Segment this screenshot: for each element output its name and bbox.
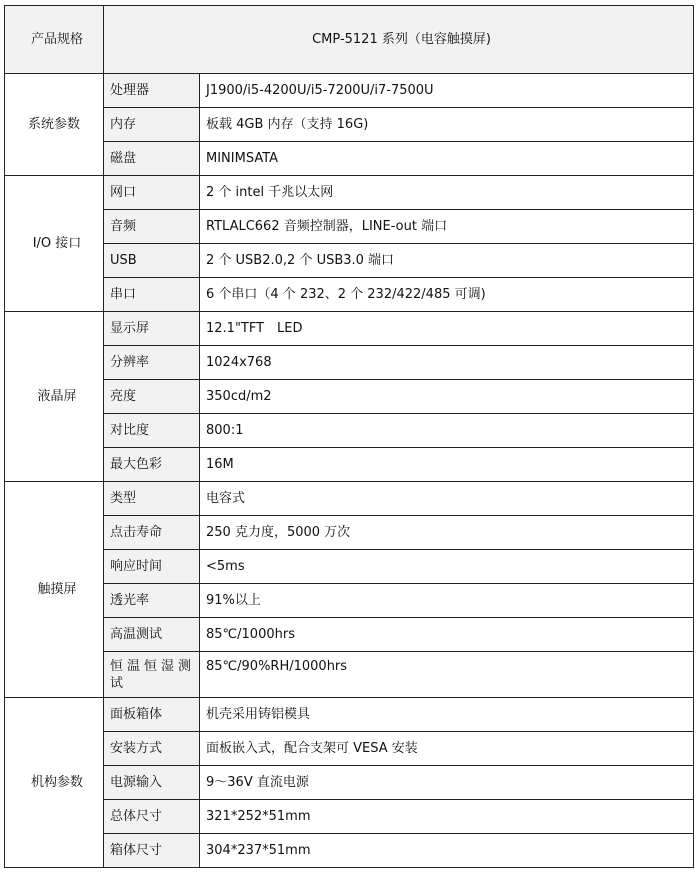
row-value-cell: 电容式 bbox=[200, 482, 694, 516]
row-label-cell: 恒温恒湿测试 bbox=[104, 652, 200, 698]
row-label-cell: 点击寿命 bbox=[104, 516, 200, 550]
row-value-cell: 6 个串口（4 个 232、2 个 232/422/485 可调) bbox=[200, 278, 694, 312]
table-row bbox=[5, 380, 694, 414]
table-row bbox=[5, 516, 694, 550]
row-value-cell: 16M bbox=[200, 448, 694, 482]
row-value-cell: RTLALC662 音频控制器，LINE-out 端口 bbox=[200, 210, 694, 244]
row-value-cell: J1900/i5-4200U/i5-7200U/i7-7500U bbox=[200, 74, 694, 108]
header-row bbox=[5, 6, 694, 74]
row-label-cell: 总体尺寸 bbox=[104, 800, 200, 834]
group-name-cell: 触摸屏 bbox=[5, 482, 104, 698]
group-name-cell: 系统参数 bbox=[5, 74, 104, 176]
group-name-cell: I/O 接口 bbox=[5, 176, 104, 312]
row-label-cell: 内存 bbox=[104, 108, 200, 142]
row-label-cell: 串口 bbox=[104, 278, 200, 312]
header-category-cell: 产品规格 bbox=[5, 6, 104, 74]
table-row bbox=[5, 414, 694, 448]
row-value-cell: 板载 4GB 内存（支持 16G) bbox=[200, 108, 694, 142]
row-label-cell: 分辨率 bbox=[104, 346, 200, 380]
table-row bbox=[5, 312, 694, 346]
row-value-cell: 91%以上 bbox=[200, 584, 694, 618]
table-row bbox=[5, 584, 694, 618]
row-label-cell: 透光率 bbox=[104, 584, 200, 618]
table-row bbox=[5, 74, 694, 108]
row-value-cell: MINIMSATA bbox=[200, 142, 694, 176]
spec-table-body bbox=[5, 6, 694, 868]
table-row bbox=[5, 652, 694, 698]
row-value-cell: 250 克力度，5000 万次 bbox=[200, 516, 694, 550]
row-label-cell: 亮度 bbox=[104, 380, 200, 414]
row-label-cell: 对比度 bbox=[104, 414, 200, 448]
row-value-cell: 85℃/90%RH/1000hrs bbox=[200, 652, 694, 698]
row-label-cell: 处理器 bbox=[104, 74, 200, 108]
row-value-cell: 面板嵌入式，配合支架可 VESA 安装 bbox=[200, 732, 694, 766]
row-value-cell: 800:1 bbox=[200, 414, 694, 448]
row-label-cell: 响应时间 bbox=[104, 550, 200, 584]
table-row bbox=[5, 482, 694, 516]
row-label-cell: 面板箱体 bbox=[104, 698, 200, 732]
table-row bbox=[5, 766, 694, 800]
row-value-cell: 350cd/m2 bbox=[200, 380, 694, 414]
table-row bbox=[5, 278, 694, 312]
table-row bbox=[5, 618, 694, 652]
table-row bbox=[5, 176, 694, 210]
group-name-cell: 机构参数 bbox=[5, 698, 104, 868]
row-value-cell: 1024x768 bbox=[200, 346, 694, 380]
row-label-cell: 箱体尺寸 bbox=[104, 834, 200, 868]
table-row bbox=[5, 732, 694, 766]
table-row bbox=[5, 550, 694, 584]
row-label-cell: 磁盘 bbox=[104, 142, 200, 176]
spec-table bbox=[4, 5, 694, 868]
row-value-cell: 9～36V 直流电源 bbox=[200, 766, 694, 800]
table-row bbox=[5, 210, 694, 244]
row-value-cell: 2 个 intel 千兆以太网 bbox=[200, 176, 694, 210]
table-row bbox=[5, 800, 694, 834]
row-value-cell: 2 个 USB2.0,2 个 USB3.0 端口 bbox=[200, 244, 694, 278]
row-label-cell: 音频 bbox=[104, 210, 200, 244]
row-value-cell: 12.1"TFT LED bbox=[200, 312, 694, 346]
table-row bbox=[5, 448, 694, 482]
group-name-cell: 液晶屏 bbox=[5, 312, 104, 482]
table-row bbox=[5, 244, 694, 278]
table-row bbox=[5, 698, 694, 732]
table-row bbox=[5, 142, 694, 176]
row-label-cell: 安装方式 bbox=[104, 732, 200, 766]
row-value-cell: 304*237*51mm bbox=[200, 834, 694, 868]
row-label-cell: 类型 bbox=[104, 482, 200, 516]
row-label-cell: 最大色彩 bbox=[104, 448, 200, 482]
table-row bbox=[5, 834, 694, 868]
row-label-cell: 电源输入 bbox=[104, 766, 200, 800]
table-row bbox=[5, 108, 694, 142]
table-row bbox=[5, 346, 694, 380]
row-value-cell: 机壳采用铸铝模具 bbox=[200, 698, 694, 732]
row-label-cell: 网口 bbox=[104, 176, 200, 210]
header-title-cell: CMP-5121 系列（电容触摸屏) bbox=[104, 6, 694, 74]
row-label-cell: USB bbox=[104, 244, 200, 278]
row-value-cell: 321*252*51mm bbox=[200, 800, 694, 834]
row-label-cell: 高温测试 bbox=[104, 618, 200, 652]
row-value-cell: <5ms bbox=[200, 550, 694, 584]
row-value-cell: 85℃/1000hrs bbox=[200, 618, 694, 652]
row-label-cell: 显示屏 bbox=[104, 312, 200, 346]
